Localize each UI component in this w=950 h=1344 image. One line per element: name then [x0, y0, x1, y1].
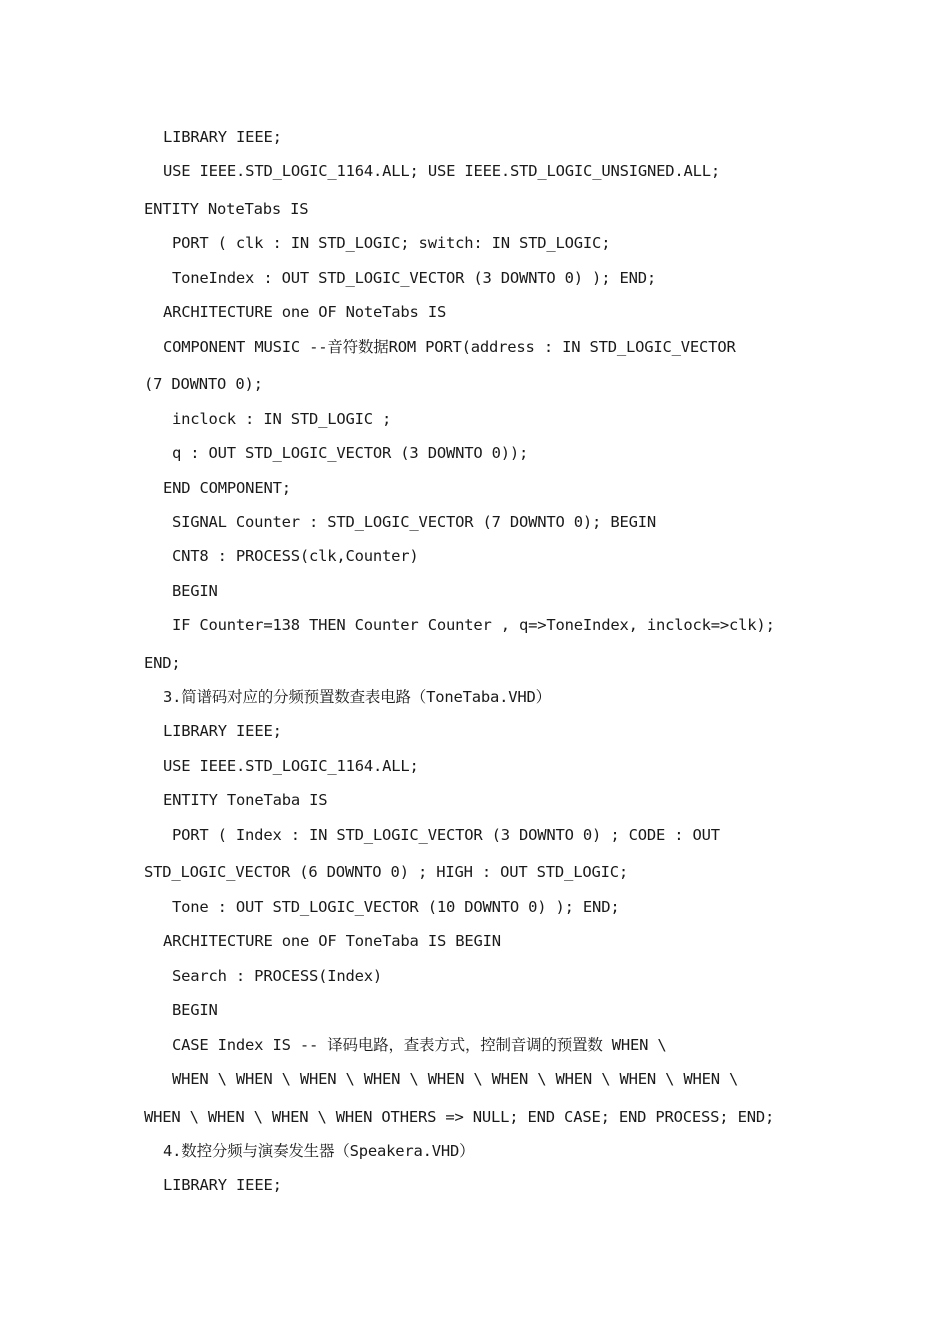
code-line: LIBRARY IEEE;	[163, 128, 282, 146]
code-line: LIBRARY IEEE;	[163, 722, 282, 740]
code-line: LIBRARY IEEE;	[163, 1176, 282, 1194]
code-line: CASE Index IS -- 译码电路，查表方式，控制音调的预置数 WHEN \	[172, 1036, 667, 1054]
code-line: SIGNAL Counter : STD_LOGIC_VECTOR (7 DOWNTO 0); BEGIN	[172, 513, 656, 531]
code-line: STD_LOGIC_VECTOR (6 DOWNTO 0) ; HIGH : OUT STD_LOGIC;	[144, 863, 628, 881]
code-line: WHEN \ WHEN \ WHEN \ WHEN OTHERS => NULL; END CASE; END PROCESS; END;	[144, 1108, 775, 1126]
code-line: BEGIN	[172, 582, 218, 600]
code-line: ToneIndex : OUT STD_LOGIC_VECTOR (3 DOWNTO 0) ); END;	[172, 269, 656, 287]
code-line: Search : PROCESS(Index)	[172, 967, 383, 985]
code-line: CNT8 : PROCESS(clk,Counter)	[172, 547, 419, 565]
code-line: PORT ( clk : IN STD_LOGIC; switch: IN STD_LOGIC;	[172, 234, 611, 252]
code-line: (7 DOWNTO 0);	[144, 375, 263, 393]
code-line: BEGIN	[172, 1001, 218, 1019]
code-line: ARCHITECTURE one OF NoteTabs IS	[163, 303, 447, 321]
code-line: WHEN \ WHEN \ WHEN \ WHEN \ WHEN \ WHEN \ WHEN \ WHEN \ WHEN \	[172, 1070, 739, 1088]
code-line: END;	[144, 654, 181, 672]
code-line: inclock : IN STD_LOGIC ;	[172, 410, 392, 428]
code-line: ENTITY NoteTabs IS	[144, 200, 309, 218]
code-line: END COMPONENT;	[163, 479, 291, 497]
code-line: ARCHITECTURE one OF ToneTaba IS BEGIN	[163, 932, 501, 950]
code-line: q : OUT STD_LOGIC_VECTOR (3 DOWNTO 0));	[172, 444, 529, 462]
code-line: USE IEEE.STD_LOGIC_1164.ALL; USE IEEE.STD_LOGIC_UNSIGNED.ALL;	[163, 162, 721, 180]
code-line: USE IEEE.STD_LOGIC_1164.ALL;	[163, 757, 419, 775]
code-line: Tone : OUT STD_LOGIC_VECTOR (10 DOWNTO 0) ); END;	[172, 898, 620, 916]
code-line: ENTITY ToneTaba IS	[163, 791, 328, 809]
code-line: COMPONENT MUSIC --音符数据ROM PORT(address : IN STD_LOGIC_VECTOR	[163, 338, 736, 356]
section-heading: 4.数控分频与演奏发生器（Speakera.VHD）	[163, 1142, 475, 1160]
section-heading: 3.简谱码对应的分频预置数查表电路（ToneTaba.VHD）	[163, 688, 551, 706]
code-line: PORT ( Index : IN STD_LOGIC_VECTOR (3 DOWNTO 0) ; CODE : OUT	[172, 826, 720, 844]
code-line: IF Counter=138 THEN Counter Counter , q=>ToneIndex, inclock=>clk);	[172, 616, 775, 634]
